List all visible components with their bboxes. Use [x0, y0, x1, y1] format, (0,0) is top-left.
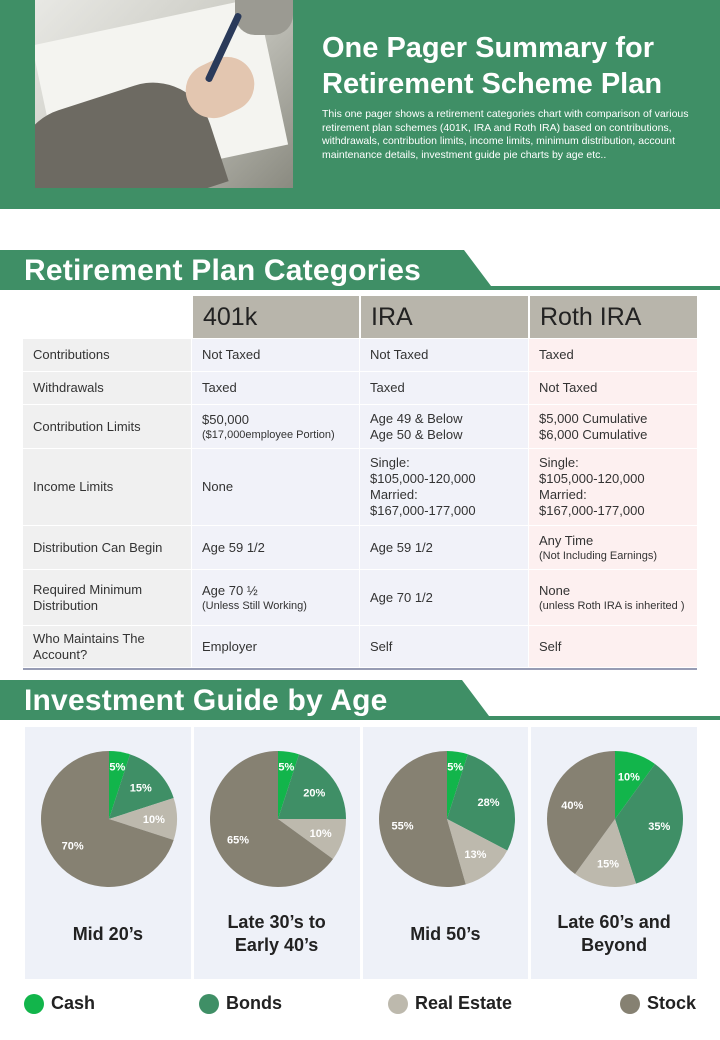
guide-section-bar [0, 680, 720, 720]
pie-label: Mid 20’s [72, 924, 144, 944]
pie-label: Mid 50’s [410, 924, 481, 944]
pie-data-label: 20% [303, 787, 326, 800]
pie-chart-mid-50s [377, 749, 517, 889]
pie-data-label: 5% [278, 761, 295, 774]
pie-chart-late-30s [208, 749, 348, 889]
table-row: Income Limits None Single: $105,000-120,000 Married: $167,000-177,000 Single: $105,000-120,000 Married: $167,000-177,000 [23, 449, 697, 526]
pie-data-label: 70% [61, 840, 84, 853]
pie-data-label: 55% [391, 820, 414, 833]
pie-data-label: 15% [129, 782, 152, 795]
real-estate-dot-icon [388, 994, 408, 1014]
pie-data-label: 15% [597, 858, 620, 871]
pie-data-label: 28% [477, 796, 500, 809]
pie-chart-late-60s [545, 749, 685, 889]
legend-item-cash: Cash [24, 993, 95, 1014]
table-header-row [23, 296, 697, 339]
table-row: Contribution Limits $50,000 ($17,000employee Portion) Age 49 & Below Age 50 & Below $5,000 Cumulative $6,000 Cumulative [23, 405, 697, 449]
pie-panel [363, 727, 529, 979]
legend-item-stock: Stock [620, 993, 696, 1014]
pie-data-label: 5% [446, 761, 463, 774]
categories-section-bar [0, 250, 720, 290]
investment-guide [25, 727, 697, 979]
header-401k: 401k [191, 296, 359, 338]
stock-dot-icon [620, 994, 640, 1014]
table-row: Who Maintains The Account? Employer Self Self [23, 626, 697, 668]
table-row: Withdrawals Taxed Taxed Not Taxed [23, 372, 697, 405]
pie-data-label: 10% [142, 814, 165, 826]
pie-data-label: 13% [463, 848, 486, 861]
pie-label: Late 30’s to Early 40’s [227, 912, 326, 955]
table-row: Required Minimum Distribution Age 70 ½ (Unless Still Working) Age 70 1/2 None (unless Roth IRA is inherited ) [23, 570, 697, 626]
pie-chart-mid-20s [39, 749, 179, 889]
pie-data-label: 40% [561, 800, 584, 813]
page-description: This one pager shows a retirement categories chart with comparison of various retirement plan schemes (401K, IRA and Roth IRA) based on contributions, withdrawals, contribution limits, income limits, minimum distribution, account maintenance details, investment guide pie charts by age etc.. [322, 108, 689, 161]
pie-data-label: 35% [648, 821, 671, 834]
retirement-plan-table [23, 296, 697, 670]
pie-label: Late 60’s and Beyond [557, 912, 671, 955]
page-title: One Pager Summary for Retirement Scheme Plan [322, 32, 663, 100]
pie-panel [194, 727, 360, 979]
pie-data-label: 5% [109, 761, 126, 774]
guide-title: Investment Guide by Age [24, 684, 388, 717]
legend [0, 993, 720, 1023]
legend-item-bonds: Bonds [199, 993, 282, 1014]
legend-item-real-estate: Real Estate [388, 993, 512, 1014]
pie-panel [25, 727, 191, 979]
table-row: Contributions Not Taxed Not Taxed Taxed [23, 339, 697, 372]
cash-dot-icon [24, 994, 44, 1014]
header-roth-ira: Roth IRA [528, 296, 697, 338]
pie-data-label: 10% [618, 771, 641, 784]
categories-title: Retirement Plan Categories [24, 254, 421, 287]
header-ira: IRA [359, 296, 528, 338]
pie-data-label: 65% [226, 834, 249, 847]
header-banner [0, 0, 720, 209]
pie-panel [531, 727, 697, 979]
pie-data-label: 10% [309, 827, 332, 840]
table-row: Distribution Can Begin Age 59 1/2 Age 59 1/2 Any Time (Not Including Earnings) [23, 526, 697, 570]
bonds-dot-icon [199, 994, 219, 1014]
header-photo [35, 0, 293, 188]
